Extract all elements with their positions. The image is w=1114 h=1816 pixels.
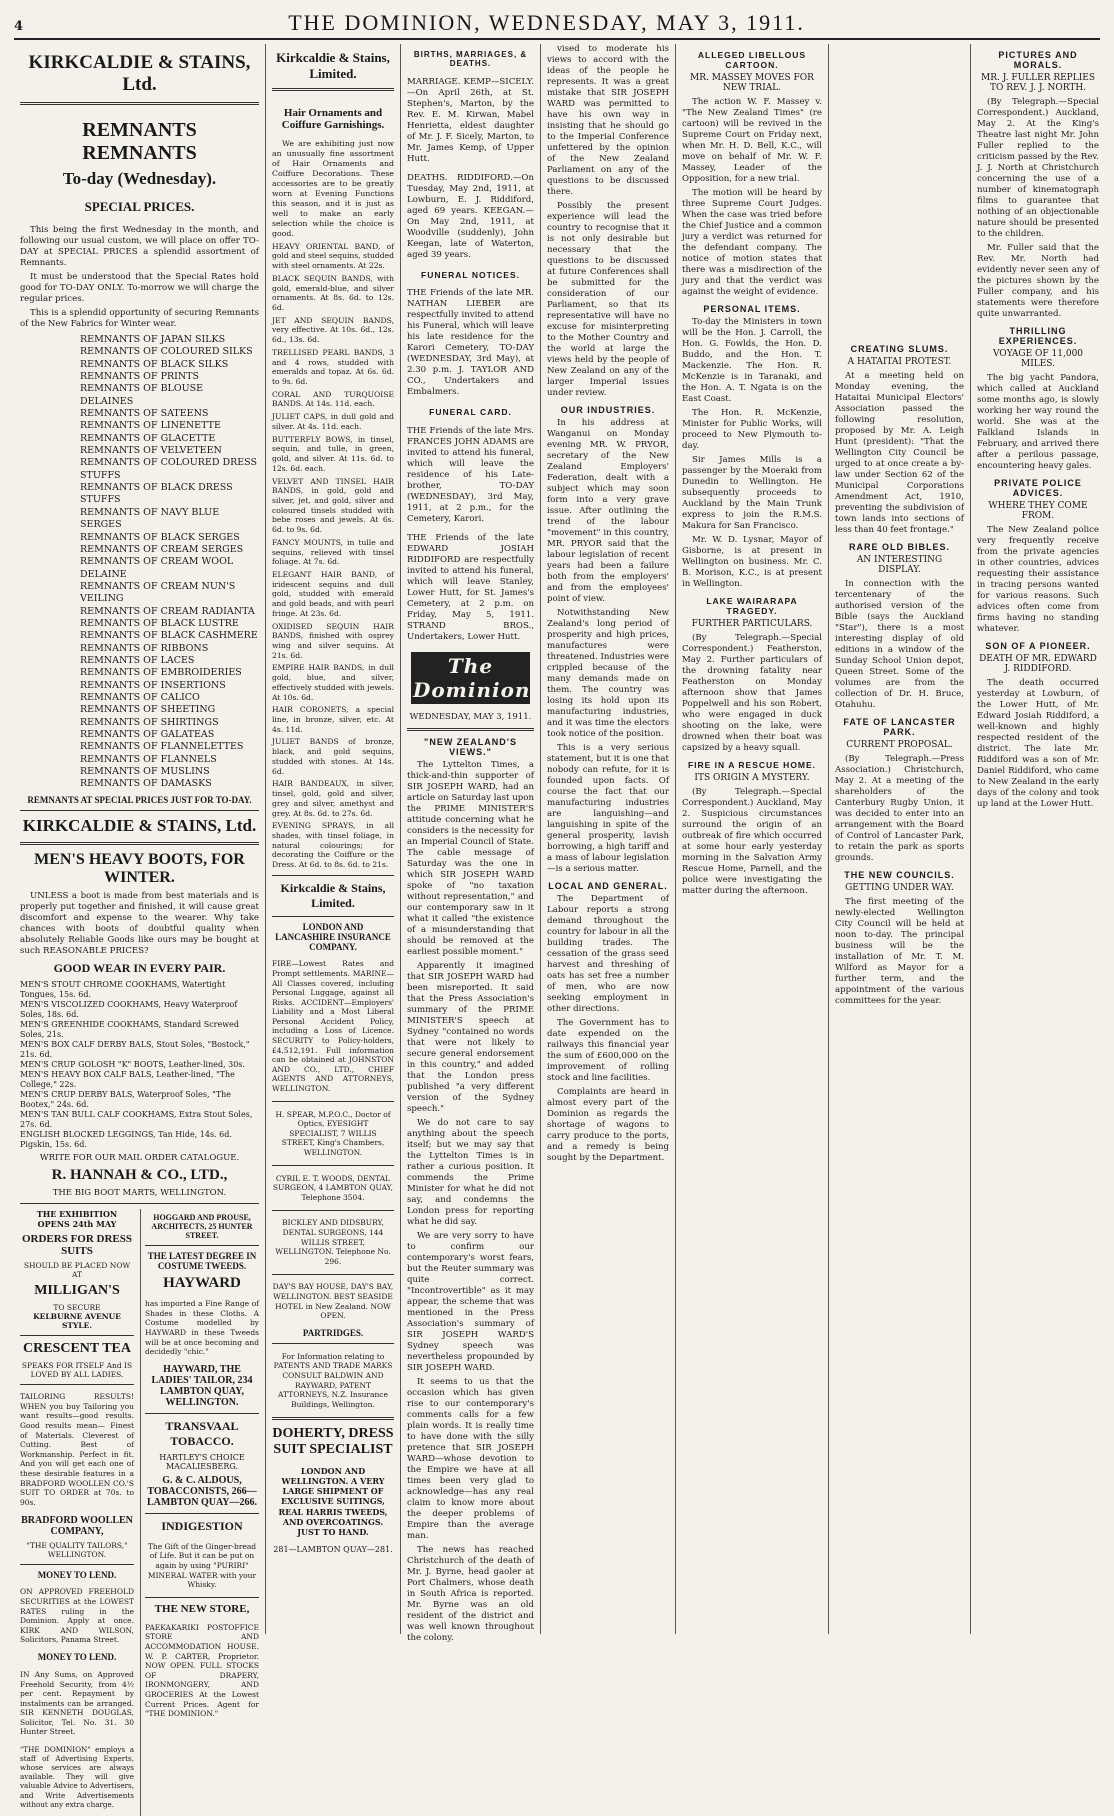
boot-item: MEN'S GREENHIDE COOKHAMS, Standard Screwed Soles, 21s.	[20, 1019, 239, 1039]
editorial-paragraph: The Lyttelton Times, a thick-and-thin supporter of SIR JOSEPH WARD, had an article on Saturday last upon the PRIME MINISTER'S attitude concerning what he considers is the necessity for an Imperial Council of State. The cable message of Saturday was the one in which SIR JOSEPH WARD spoke of "no taxation without representation," and our contemporary saw in it what it called "the existence of a misunderstanding that should be removed at the earliest possible moment."	[407, 759, 534, 957]
doherty-text: LONDON AND WELLINGTON. A VERY LARGE SHIPMENT OF EXCLUSIVE SUITINGS, REAL HARRIS TWEEDS, AND OVERCOATINGS. JUST TO HAND.	[278, 1465, 388, 1538]
cartoon-paragraph: The motion will be heard by three Supreme Court Judges. When the case was tried before the Chief Justice and a common jury a verdict was returned for the defendant company. The notice of motion states that there was a misdirection of the jury and that the verdict was against the weight of evidence.	[682, 188, 822, 297]
good-wear: GOOD WEAR IN EVERY PAIR.	[53, 960, 226, 975]
boot-item: MEN'S STOUT CHROME COOKHAMS, Watertight Tongues, 15s. 6d.	[20, 979, 226, 999]
local-paragraph: The Government has to date expended on the railways this financial year the sum of £600,000 on the improvement of rolling stock and line facilities.	[547, 1018, 669, 1083]
wairarapa-paragraph: (By Telegraph.—Special Correspondent.) Featherston, May 2. Further particulars of the drowning fatality near Featherston on Monday afternoon show that James Poppelwell and his son Robert, who were engaged in duck shooting on the lake, were drowned when their boat was capsized by a heavy squall.	[682, 633, 822, 753]
funeral-card: FUNERAL CARD.	[429, 406, 512, 417]
remnant-item: REMNANTS OF FLANNELS	[80, 753, 217, 765]
remnant-item: REMNANTS OF SATEENS	[80, 408, 209, 420]
money-text: ON APPROVED FREEHOLD SECURITIES at the LOWEST RATES ruling in the Dominion. Apply at once. KIRK AND WILSON, Solicitors, Panama Street.	[20, 1587, 134, 1645]
milligan: MILLIGAN'S	[34, 1282, 120, 1298]
cartoon-story	[682, 97, 822, 298]
editorial-paragraph: It seems to us that the occasion which has given rise to our contemporary's comments calls for a few plain words. It is really time to have done with the silly pretence that SIR JOSEPH WARD—whose devotion to the Empire we have at all times been very glad to acknowledge—has any real claim to know more about the deeper problems of Empire than the average man.	[407, 1376, 534, 1541]
hair-title: Hair Ornaments and Coiffure Garnishings.	[281, 107, 385, 131]
remnant-item: REMNANTS OF EMBROIDERIES	[80, 667, 242, 679]
boot-item: MEN'S CRUP DERBY BALS, Waterproof Soles, "The Bootex," 24s. 6d.	[20, 1089, 231, 1109]
column-2	[266, 44, 400, 1634]
hannah-title: R. HANNAH & CO., LTD.,	[51, 1166, 228, 1183]
editorial-head: "NEW ZEALAND'S VIEWS."	[424, 736, 517, 757]
today-title: To-day (Wednesday).	[62, 169, 217, 188]
exhibition-opens: THE EXHIBITION OPENS 24th MAY	[36, 1208, 118, 1229]
doherty-address: 281—LAMBTON QUAY—281.	[273, 1545, 393, 1555]
hair-item: HEAVY ORIENTAL BAND, of gold and steel sequins, studded with steel ornaments. At 22s.	[272, 241, 394, 271]
remnant-item: REMNANTS OF GLACETTE	[80, 432, 216, 444]
column-6	[829, 44, 970, 1634]
remnant-item: REMNANTS OF DAMASKS	[80, 778, 212, 790]
fire-paragraph: (By Telegraph.—Special Correspondent.) Auckland, May 2. Suspicious circumstances surround the origin of an outbreak of fire which occurred at some hour early yesterday morning in the Salvation Army Rescue Home, Parnell, and the police were investigating the matter during the afternoon.	[682, 787, 822, 896]
remnant-item: REMNANTS OF CREAM RADIANTA	[80, 605, 255, 617]
pictures-sub: MR. J. FULLER REPLIES TO REV. J. J. NORTH.	[980, 73, 1095, 93]
personal-items	[682, 317, 822, 590]
money-text-2: IN Any Sums, on Approved Freehold Security, from 4½ per cent. Repayment by instalments can be arranged. SIR KENNETH DOUGLAS, Solicitor, Tel. No. 31. 30 Hunter Street.	[20, 1669, 134, 1737]
bibles-paragraph: In connection with the tercentenary of the authorised version of the Bible (says the Auckland "Star"), there is a most interesting display of old editions in a window of the Sunday School Union depot, Queen Street. Some of the volumes are from the collection of Dr. H. Bruce, Otahuhu.	[835, 579, 964, 710]
kelburne: KELBURNE AVENUE STYLE.	[33, 1311, 121, 1330]
insurance-text: FIRE—Lowest Rates and Prompt settlements. MARINE—All Classes covered, including Personal Luggage, against all Risks. ACCIDENT—Employers' Liability and a Most Liberal Personal Accident Policy, including a Loss of Licence. SECURITY to Policy-holders, £4,512,191. Full information can be obtained at JOHNSTON AND CO., LTD., CHIEF AGENTS AND ATTORNEYS, WELLINGTON.	[272, 959, 394, 1094]
lancaster-story	[835, 754, 964, 864]
notices-head: BIRTHS, MARRIAGES, & DEATHS.	[413, 50, 528, 68]
remnant-item: REMNANTS OF LINENETTE	[80, 420, 221, 432]
remnants-note-2: This is a splendid opportunity of securing Remnants of the New Fabrics for Winter wear.	[20, 308, 259, 329]
editorial-paragraph: The news has reached Christchurch of the death of Mr. J. Byrne, head gaoler at Port Chalmers, whose death in South Africa is reported. Mr. Byrne was an old resident of the district and was well known throughout the colony.	[407, 1544, 534, 1643]
remnant-item: REMNANTS OF BLACK SERGES	[80, 531, 240, 543]
lancaster-sub: CURRENT PROPOSAL.	[846, 740, 953, 750]
aldous: G. & C. ALDOUS, TOBACCONISTS, 266—LAMBTON QUAY—266.	[146, 1475, 257, 1509]
police-sub: WHERE THEY COME FROM.	[988, 501, 1088, 521]
remnant-item: REMNANTS OF CREAM SERGES	[80, 543, 244, 555]
pictures-paragraph: Mr. Fuller said that the Rev. Mr. North had evidently never seen any of the pictures shown by the Fuller company, and his statements were therefore quite unwarranted.	[977, 243, 1099, 319]
pioneer-paragraph: The death occurred yesterday at Lowburn, of the Lower Hutt, of Mr. Edward Josiah Riddiford, a well-known and highly respected resident of the district. The late Mr. Riddiford was a son of Mr. Daniel Riddiford, who came to New Zealand in the early days of the colony and took up land at the Lower Hutt.	[977, 678, 1099, 809]
editorial-paragraph: We are very sorry to have to confirm our contemporary's worst fears, but the Reuter summary was quite correct. "Incontrovertible" as it may appear, the scheme that was mentioned in the Press Association's summary of SIR JOSEPH WARD'S Sydney speech was nevertheless propounded by SIR JOSEPH WARD.	[407, 1230, 534, 1373]
deaths: DEATHS. RIDDIFORD.—On Tuesday, May 2nd, 1911, at Lowburn, E. J. Riddiford, aged 69 years. KEEGAN.—On May 2nd, 1911, at Woodville (suddenly), John Keegan, late of Waterton, aged 39 years.	[407, 173, 534, 261]
cartoon-sub: MR. MASSEY MOVES FOR NEW TRIAL.	[690, 73, 814, 93]
remnant-item: REMNANTS OF SHIRTINGS	[80, 716, 219, 728]
tailoring-text: TAILORING RESULTS! WHEN you buy Tailoring you want results—good results. Good results mean— Finest of Materials. Cleverest of Cutting. Best of Workmanship. Perfect in fit. And you will get each one of these desirable features in a BRADFORD WOOLLEN CO.'S SUIT TO ORDER at 70s. to 90s.	[20, 1392, 134, 1507]
insurance: LONDON AND LANCASHIRE INSURANCE COMPANY.	[275, 921, 391, 952]
puriri-text: The Gift of the Ginger-bread of Life. But it can be put on again by using "PURIRI" MINERAL WATER with your Whisky.	[147, 1541, 257, 1590]
editorial-continued	[547, 44, 669, 399]
hair-item: OXIDISED SEQUIN HAIR BANDS, finished with osprey wing and silver sequins. At 21s. 6d.	[272, 621, 394, 660]
woods: CYRIL E. T. WOODS, DENTAL SURGEON, 4 LAMBTON QUAY, Telephone 3504.	[272, 1173, 394, 1202]
remnant-item: REMNANTS OF CALICO	[80, 691, 200, 703]
personal-paragraph: Sir James Mills is a passenger by the Moeraki from Dunedin to Wellington. He subsequently proceeds to Auckland by the Main Trunk express to join the R.M.S. Makura for San Francisco.	[682, 455, 822, 531]
bibles-sub: AN INTERESTING DISPLAY.	[856, 555, 943, 575]
remnant-item: REMNANTS OF BLOUSE DELAINES	[80, 383, 204, 407]
fire-sub: ITS ORIGIN A MYSTERY.	[694, 773, 810, 783]
pioneer-sub: DEATH OF MR. EDWARD J. RIDDIFORD.	[979, 654, 1097, 674]
industries	[547, 418, 669, 875]
fire-story	[682, 787, 822, 897]
police-head: PRIVATE POLICE ADVICES.	[994, 478, 1082, 498]
remnants-note: It must be understood that the Special Rates hold good for TO-DAY ONLY. To-morrow we will charge the regular prices.	[20, 272, 259, 304]
remnant-item: REMNANTS OF PRINTS	[80, 371, 200, 383]
crescent-tea: CRESCENT TEA	[22, 1340, 132, 1356]
remnant-item: REMNANTS OF INSERTIONS	[80, 679, 226, 691]
remnant-item: REMNANTS OF RIBBONS	[80, 642, 209, 654]
column-5	[676, 44, 828, 1634]
masthead	[14, 8, 1100, 40]
money-to-lend-2: MONEY TO LEND.	[37, 1652, 117, 1663]
hair-item: EMPIRE HAIR BANDS, in dull gold, blue, and silver, effectively studded with jewels. At 10s. 6d.	[272, 663, 394, 702]
column-4	[541, 44, 675, 1634]
remnant-item: REMNANTS OF VELVETEEN	[80, 445, 222, 457]
bibles-head: RARE OLD BIBLES.	[848, 542, 950, 552]
hartley: HARTLEY'S CHOICE MACALIESBERG.	[159, 1453, 245, 1472]
lancaster-head: FATE OF LANCASTER PARK.	[843, 717, 956, 737]
editorial	[407, 760, 534, 1644]
dress-suits: ORDERS FOR DRESS SUITS	[21, 1232, 133, 1257]
boot-item: MEN'S BOX CALF DERBY BALS, Stout Soles, "Bostock," 21s. 6d.	[20, 1039, 250, 1059]
remnant-item: REMNANTS OF CREAM NUN'S VEILING	[80, 580, 236, 605]
funeral-3: THE Friends of the late EDWARD JOSIAH RIDDIFORD are respectfully invited to attend his funeral, which will leave Stanley, Lower Hutt, for St. James's Cemetery, at 2 p.m. on Friday, May 5, 1911. STRAND BROS., Undertakers, Lower Hutt.	[407, 533, 534, 643]
councils-paragraph: The first meeting of the newly-elected Wellington City Council will be held at noon to-day. The principal business will be the installation of Mr. T. M. Wilford as Mayor for a further term, and the appointment of the various committees for the year.	[835, 897, 964, 1006]
money-to-lend: MONEY TO LEND.	[37, 1569, 117, 1580]
pictures-paragraph: (By Telegraph.—Special Correspondent.) Auckland, May 2. At the King's Theatre last night Mr. John Fuller replied to the criticism passed by the Rev. J. J. North at Christchurch concerning the use of a number of kinematograph films to guarantee that nothing of an objectionable nature should be presented to the children.	[977, 97, 1099, 239]
hair-item: ELEGANT HAIR BAND, of iridescent sequins and dull gold, studded with emerald and gold beads, and with pearl fringe. At 23s. 6d.	[272, 569, 394, 618]
store-name-2: KIRKCALDIE & STAINS, Ltd.	[22, 815, 257, 835]
remnant-item: REMNANTS OF COLOURED SILKS	[80, 346, 253, 358]
hair-item: JET AND SEQUIN BANDS, very effective. At 10s. 6d., 12s. 6d., 13s. 6d.	[272, 315, 394, 345]
cartoon-paragraph: The action W. F. Massey v. "The New Zealand Times" (re cartoon) will be revived in the Supreme Court on Friday next, when Mr. H. D. Bell, K.C., will move on behalf of Mr. W. F. Massey, Leader of the Opposition, for a new trial.	[682, 97, 822, 184]
hannah-sub: THE BIG BOOT MARTS, WELLINGTON.	[52, 1187, 227, 1198]
personal-paragraph: Mr. W. D. Lysnar, Mayor of Gisborne, is at present in Wellington on business. Mr. C. B. Morison, K.C., is at present in Wellington.	[682, 535, 822, 589]
local-paragraph: The Department of Labour reports a strong demand throughout the country for labour in all the building trades. The cessation of the grass seed harvest and threshing of oats has set free a number of men, who are now seeking employment in other directions.	[547, 894, 669, 1014]
funeral-head: FUNERAL NOTICES.	[421, 269, 520, 280]
hair-item: VELVET AND TINSEL HAIR BANDS, in gold, gold and silver, jet, and gold, silver and coloured tinsels studded with bebe roses and jewels. At 6s. 6d. to 9s. 6d.	[272, 476, 394, 535]
spear: H. SPEAR, M.P.O.C., Doctor of Optics, EYESIGHT SPECIALIST, 7 WILLIS STREET, King's Chambers, WELLINGTON.	[275, 1109, 391, 1157]
nameplate: The Dominion.	[413, 653, 539, 702]
remnant-item: REMNANTS OF BLACK DRESS STUFFS	[80, 482, 233, 506]
store-name-col2: Kirkcaldie & Stains, Limited.	[276, 50, 390, 81]
boot-item: MEN'S VISCOLIZED COOKHAMS, Heavy Waterproof Soles, 18s. 6d.	[20, 999, 238, 1019]
fire-head: FIRE IN A RESCUE HOME.	[687, 760, 817, 770]
pictures-head: PICTURES AND MORALS.	[998, 50, 1078, 70]
store-name: KIRKCALDIE & STAINS, Ltd.	[28, 52, 251, 95]
boots-title: MEN'S HEAVY BOOTS, FOR WINTER.	[34, 850, 245, 886]
personal-paragraph: To-day the Ministers in town will be the Hon. J. Carroll, the Hon. G. Fowlds, the Hon. D. Buddo, and the Hon. T. Mackenzie. The Hon. R. McKenzie is in Taranaki, and the Hon. A. T. Ngata is on the East Coast.	[682, 317, 822, 404]
bibles-story	[835, 579, 964, 711]
transvaal: TRANSVAAL TOBACCO.	[165, 1419, 239, 1449]
hayward-2: HAYWARD, THE LADIES' TAILOR, 234 LAMBTON QUAY, WELLINGTON.	[151, 1364, 253, 1409]
funeral-1: THE Friends of the late MR. NATHAN LIEBER are respectfully invited to attend his Funeral, which will leave his late residence for the Karori Cemetery, TO-DAY (WEDNESDAY, 3rd May), at 2.30 p.m. J. TAYLOR AND CO., Undertakers and Embalmers.	[407, 288, 534, 398]
new-store: THE NEW STORE,	[154, 1603, 250, 1616]
doherty: DOHERTY, DRESS SUIT SPECIALIST	[272, 1425, 394, 1457]
remnant-item: REMNANTS OF CREAM WOOL DELAINE	[80, 556, 234, 580]
continued-paragraph: Possibly the present experience will lead the country to recognise that it is not only desirable but necessary that the questions to be discussed at future Conferences shall be submitted for the consideration of our Parliament, so that its representative will have no excuse for misinterpreting to the Mother Country and the world at large the views held by the people of New Zealand on any of the larger Imperial issues under review.	[547, 201, 669, 398]
councils-story	[835, 897, 964, 1007]
remnant-item: REMNANTS OF BLACK CASHMERE	[80, 630, 258, 642]
hair-item: JULIET BANDS of bronze, black, and gold sequins, studded with stones. At 14s. 6d.	[272, 737, 394, 776]
hoggard: HOGGARD AND PROUSE, ARCHITECTS, 25 HUNTER STREET.	[151, 1212, 253, 1240]
boot-item: MEN'S TAN BULL CALF COOKHAMS, Extra Stout Soles, 27s. 6d.	[20, 1109, 253, 1129]
remnant-item: REMNANTS OF FLANNELETTES	[80, 741, 244, 753]
councils-head: THE NEW COUNCILS.	[844, 870, 955, 880]
special-prices: SPECIAL PRICES.	[84, 199, 195, 214]
remnants-title: REMNANTS REMNANTS	[82, 119, 197, 164]
personal-head: PERSONAL ITEMS.	[703, 304, 801, 314]
hayward-text: has imported a Fine Range of Shades in these Cloths. A Costume modelled by HAYWARD in these Tweeds will be at once becoming and decidedly "chic."	[145, 1299, 259, 1357]
police-story	[977, 525, 1099, 635]
industries-paragraph: Notwithstanding New Zealand's long period of prosperity and high prices, manufactures were threatened. Industries were crippled because of the many demands made on them. The country was losing its hold upon its manufacturing industries, and it was time the electors took notice of the position.	[547, 608, 669, 739]
hair-item: EVENING SPRAYS, in all shades, with tinsel foliage, in natural colourings; for decorating the Coiffure or the Dress. At 6d. to 8s. 6d. to 21s.	[272, 821, 394, 870]
page-number: 4	[14, 19, 24, 34]
wairarapa-head: LAKE WAIRARAPA TRAGEDY.	[706, 596, 798, 616]
remnant-item: REMNANTS OF MUSLINS	[80, 766, 210, 778]
remnant-list	[80, 334, 259, 791]
remnant-item: REMNANTS OF NAVY BLUE SERGES	[80, 506, 220, 531]
boots-list	[20, 980, 259, 1150]
police-paragraph: The New Zealand police very frequently receive from the private agencies in other countries, advices requesting their assistance in tracing persons wanted for various reasons. Such advices often come from firms having no standing whatever.	[977, 525, 1099, 634]
pioneer-head: SON OF A PIONEER.	[985, 641, 1091, 651]
boot-item: MEN'S CRUP GOLOSH "K" BOOTS, Leather-lined, 30s.	[20, 1059, 246, 1069]
remnant-item: REMNANTS OF BLACK LUSTRE	[80, 617, 239, 629]
hair-item: HAIR CORONETS, a special line, in bronze, silver, etc. At 4s. 11d.	[272, 705, 394, 734]
hair-item: FANCY MOUNTS, in tulle and sequins, relieved with tinsel foliage. At 7s. 6d.	[272, 537, 394, 567]
remnants-intro: This being the first Wednesday in the month, and following our usual custom, we will place on offer TO-DAY at SPECIAL PRICES a splendid assortment of Remnants.	[20, 225, 259, 268]
hair-item: JULIET CAPS, in dull gold and silver. At 4s. 11d. each.	[272, 412, 394, 431]
bickley: BICKLEY AND DIDSBURY, DENTAL SURGEONS, 144 WILLIS STREET, WELLINGTON. Telephone No. 296.	[275, 1218, 391, 1266]
pioneer-story	[977, 678, 1099, 810]
patents: For Information relating to PATENTS AND TRADE MARKS CONSULT BALDWIN AND RAYWARD, PATENT ATTORNEYS, N.Z. Insurance Buildings, Wellington.	[273, 1351, 393, 1409]
local-paragraph: Complaints are heard in almost every part of the Dominion as regards the shortage of wagons to carry produce to the ports, and a remedy is being sought by the Department.	[547, 1087, 669, 1163]
personal-paragraph: The Hon. R. McKenzie, Minister for Public Works, will proceed to New Plymouth to-day.	[682, 408, 822, 451]
cartoon-head: ALLEGED LIBELLOUS CARTOON.	[697, 50, 807, 70]
column-7	[971, 44, 1105, 1634]
editorial-paragraph: We do not care to say anything about the speech itself; but we may say that the Lyttelton Times is in rather a curious position. It commends the Prime Minister for what he did not say, and condemns the London press for reporting what he did say.	[407, 1117, 534, 1227]
editorial-paragraph: Apparently it imagined that SIR JOSEPH WARD had been misreported. It said that the Press Association's summary of the PRIME MINISTER'S speech at Sydney "contained no words that were not likely to secure general endorsement in this country," and added that the London press published "a very different version of the Sydney speech."	[407, 960, 534, 1114]
remnant-item: REMNANTS OF SHEETING	[80, 704, 216, 716]
hair-list	[272, 242, 394, 870]
hair-item: HAIR BANDEAUX, in silver, tinsel, gold, gold and silver, grey and silver, amethyst and grey. At 8s. 6d. to 27s. 6d.	[272, 779, 394, 818]
hair-intro: We are exhibiting just now an unusually fine assortment of Hair Ornaments and Coiffure Decorations. These accessories are to be greatly worn at Evening Functions this season, and it is just as well to make an early selection while the choice is good.	[272, 139, 394, 238]
pictures-story	[977, 97, 1099, 320]
councils-sub: GETTING UNDER WAY.	[845, 883, 954, 893]
partridges: PARTRIDGES.	[302, 1328, 364, 1339]
hayward: HAYWARD	[163, 1274, 241, 1291]
continued-paragraph: vised to moderate his views to accord with the ideas of the people he represents. It was a great mistake that SIR JOSEPH WARD was permitted to have his own way in insisting that he should go to the Imperial Conference unfettered by the opinion of the New Zealand Parliament on any of the questions to be discussed there.	[547, 44, 669, 197]
thrilling-story	[977, 373, 1099, 472]
thrilling-paragraph: The big yacht Pandora, which called at Auckland some months ago, is slowly working her way round the world. She was at the Falkland Islands in February, and arrived there after a perilous passage, encountering heavy gales.	[977, 373, 1099, 471]
new-store-text: PAEKAKARIKI POSTOFFICE STORE AND ACCOMMODATION HOUSE. W. P. CARTER, Proprietor. NOW OPEN. FULL STOCKS OF DRAPERY, IRONMONGERY, AND GROCERIES At the Lowest Current Prices. Agent for "THE DOMINION."	[145, 1622, 259, 1719]
lancaster-paragraph: (By Telegraph.—Press Association.) Christchurch, May 2. At a meeting of the shareholders of the Canterbury Rugby Union, it was decided to enter into an arrangement with the Board of Control of Lancaster Park, to retain the park as sports grounds.	[835, 754, 964, 863]
local-head: LOCAL AND GENERAL.	[548, 881, 668, 891]
boot-item: ENGLISH BLOCKED LEGGINGS, Tan Hide, 14s. 6d. Pigskin, 15s. 6d.	[20, 1129, 232, 1149]
remnant-item: REMNANTS OF BLACK SILKS	[80, 358, 229, 370]
write-catalogue: WRITE FOR OUR MAIL ORDER CATALOGUE.	[39, 1152, 240, 1163]
slums-paragraph: At a meeting held on Monday evening, the Hataitai Municipal Electors' Association passed the following resolution, proposed by Mr. A. Leigh Hunt (president): "That the Wellington City Council be urged to at once create a by-law under Section 62 of the Municipal Corporations Amendment Act, 1910, preventing the subdivision of town lands into sections of less than 40 feet frontage."	[835, 371, 964, 535]
dateline: WEDNESDAY, MAY 3, 1911.	[409, 711, 532, 722]
column-3	[401, 44, 540, 1643]
hair-item: BLACK SEQUIN BANDS, with gold, emerald-blue, and silver ornaments. At 8s. 6d. to 12s. 6d.	[272, 273, 394, 312]
wairarapa-story	[682, 633, 822, 754]
boot-item: MEN'S HEAVY BOX CALF BALS, Leather-lined, "The College," 22s.	[20, 1069, 235, 1089]
hair-item: TRELLISED PEARL BANDS, 3 and 4 rows, studded with emeralds and topaz. At 6s. 6d. to 9s. 6d.	[272, 347, 394, 387]
remnants-footer: REMNANTS AT SPECIAL PRICES JUST FOR TO-DAY.	[27, 794, 252, 805]
remnant-item: REMNANTS OF LACES	[80, 654, 195, 666]
industries-head: OUR INDUSTRIES.	[560, 405, 656, 415]
masthead-title: THE DOMINION, WEDNESDAY, MAY 3, 1911.	[288, 10, 805, 35]
crescent-sub: SPEAKS FOR ITSELF And IS LOVED BY ALL LADIES.	[21, 1360, 133, 1379]
industries-paragraph: This is a very serious statement, but it is one that nobody can refute, for it is founded upon facts. Of course the fact that our manufacturing industries are languishing—and languishing in spite of the general prosperity, lavish borrowing, a high tariff and a mass of labour legislation—is a serious matter.	[547, 743, 669, 874]
industries-paragraph: In his address at Wanganui on Monday evening MR. W. PRYOR, secretary of the New Zealand Employers' Federation, dealt with a subject which may soon form into a very grave issue. After outlining the trend of the labour "movement" in this country, MR. PRYOR said that the labour legislation of recent years had been a failure both from the employers' and from the employees' point of view.	[547, 418, 669, 604]
store-name-col2-2: Kirkcaldie & Stains, Limited.	[280, 880, 386, 910]
funeral-2: THE Friends of the late Mrs. FRANCES JOHN ADAMS are invited to attend his funeral, which will leave the residence of his Late-brother, TO-DAY (WEDNESDAY), 3rd May, 1911, at 2 p.m., for the Cemetery, Karori.	[407, 425, 534, 524]
days-bay: DAY'S BAY HOUSE, DAY'S BAY, WELLINGTON. BEST SEASIDE HOTEL in New Zealand. NOW OPEN.	[272, 1282, 394, 1321]
indigestion: INDIGESTION	[161, 1519, 243, 1534]
milligan-sub: TO SECURE	[53, 1302, 101, 1312]
hair-item: CORAL AND TURQUOISE BANDS. At 14s. 11d. each.	[272, 389, 394, 409]
thrilling-head: THRILLING EXPERIENCES.	[998, 326, 1078, 346]
dominion-note: "THE DOMINION" employs a staff of Advertising Experts, whose services are always available. They will give valuable Advice to Advertisers, and Write Advertisements without any extra charge.	[20, 1744, 134, 1809]
local-general	[547, 894, 669, 1164]
slums-sub: A HATAITAI PROTEST.	[847, 357, 952, 367]
boots-text: UNLESS a boot is made from best materials and is properly put together and finished, it will cause great discomfort and expense to the wearer. Why take chances with boots of doubtful quality when absolutely Reliable Goods like ours may be bought at such REASONABLE PRICES?	[20, 890, 259, 956]
wairarapa-sub: FURTHER PARTICULARS.	[691, 619, 813, 629]
milligan-pre: SHOULD BE PLACED NOW AT	[23, 1260, 131, 1279]
remnant-item: REMNANTS OF COLOURED DRESS STUFFS	[80, 457, 258, 481]
marriage: MARRIAGE. KEMP—SICELY.—On April 26th, at St. Stephen's, Marton, by the Rev. E. M. Kirwan, Mabel Henrietta, eldest daughter of Mr. J. F. Sicely, Marton, to Mr. James Kemp, of Upper Hutt.	[407, 76, 534, 164]
slums-story	[835, 371, 964, 536]
bradford-sub: "THE QUALITY TAILORS," WELLINGTON.	[26, 1540, 128, 1559]
column-1	[14, 44, 265, 1809]
remnant-item: REMNANTS OF JAPAN SILKS	[80, 334, 226, 345]
bradford: BRADFORD WOOLLEN COMPANY,	[21, 1514, 133, 1537]
thrilling-sub: VOYAGE OF 11,000 MILES.	[992, 349, 1084, 369]
slums-head: CREATING SLUMS.	[850, 344, 949, 354]
tweeds: THE LATEST DEGREE IN COSTUME TWEEDS.	[147, 1250, 257, 1271]
hair-item: BUTTERFLY BOWS, in tinsel, sequin, and tulle, in green, gold, and silver. At 11s. 6d. to 12s. 6d. each.	[272, 434, 394, 473]
remnant-item: REMNANTS OF GALATEAS	[80, 729, 215, 740]
